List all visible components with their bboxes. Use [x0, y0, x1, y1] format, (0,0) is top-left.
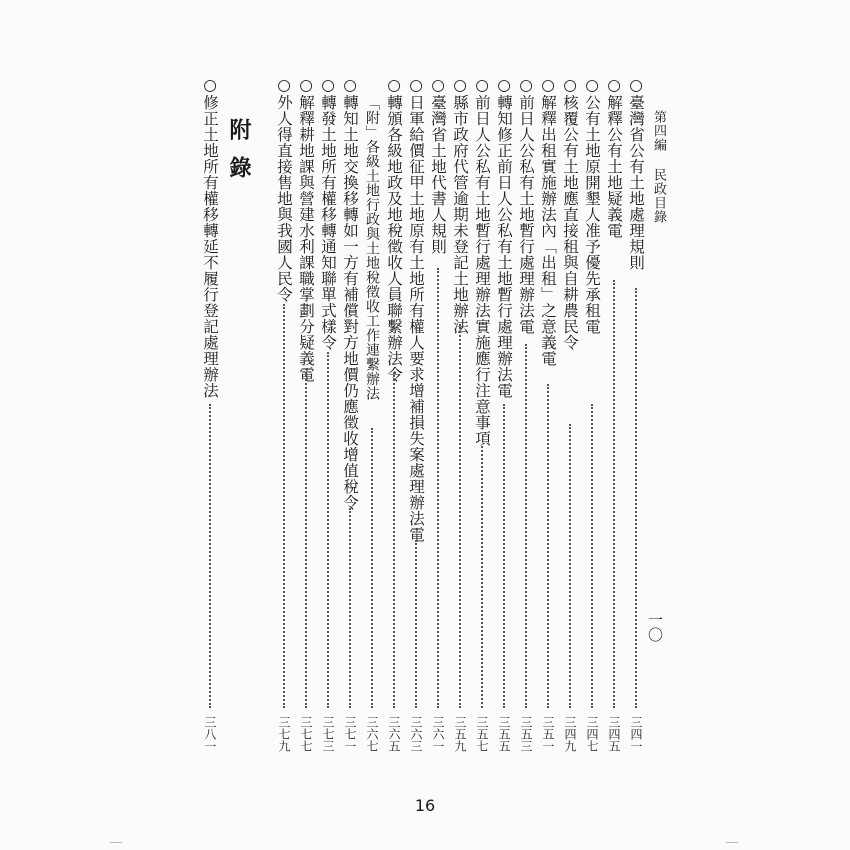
toc-entry-page: 三六五	[387, 716, 401, 752]
toc-entry-title: ○臺灣省土地代書人規則	[429, 76, 447, 255]
toc-entry-page: 三七一	[343, 716, 357, 752]
dot-leader	[327, 352, 331, 708]
section-header: 第四編 民政目錄	[651, 110, 666, 224]
toc-entry-title: ○修正土地所有權移轉延不履行登記處理辦法	[201, 76, 219, 399]
toc-entry-page: 三六三	[409, 716, 423, 752]
dot-leader	[613, 280, 617, 708]
dot-leader	[503, 404, 507, 708]
crop-mark	[726, 842, 738, 843]
folio-number: 一〇	[646, 612, 664, 642]
toc-entry-title: ○解釋耕地課與營建水利課職掌劃分疑義電	[297, 76, 315, 383]
toc-entry-page: 三七七	[299, 716, 313, 752]
dot-leader	[591, 404, 595, 708]
toc-entry-page: 三七三	[321, 716, 335, 752]
dot-leader	[349, 508, 353, 708]
toc-entry-title: ○核覆公有土地應直接租與自耕農民令	[561, 76, 579, 351]
dot-leader	[569, 424, 573, 708]
dot-leader	[209, 404, 213, 708]
toc-entry-title: ○轉知修正前日人公私有土地暫行處理辦法電	[495, 76, 513, 399]
dot-leader	[437, 268, 441, 708]
toc-entry-title: ○縣市政府代管逾期未登記土地辦法	[451, 76, 469, 335]
dot-leader	[481, 446, 485, 708]
toc-entry-title: ○臺灣省公有土地處理規則	[627, 76, 645, 271]
dot-leader	[371, 428, 375, 708]
toc-entry-page: 三八一	[203, 716, 217, 752]
toc-entry-title: ○解釋公有土地疑義電	[605, 76, 623, 239]
toc-entry-page: 三六七	[365, 716, 379, 752]
toc-entry-title: ○解釋出租實施辦法內「出租」之意義電	[539, 76, 557, 367]
toc-entry-page: 三四五	[607, 716, 621, 752]
toc-entry-title: ○轉頒各級地政及地稅徵收人員聯繫辦法令	[385, 76, 403, 383]
dot-leader	[305, 372, 309, 708]
dot-leader	[415, 540, 419, 708]
dot-leader	[393, 372, 397, 708]
dot-leader	[547, 384, 551, 708]
toc-entry-page: 三五九	[453, 716, 467, 752]
toc-entry-page: 三四九	[563, 716, 577, 752]
toc-entry-page: 三五七	[475, 716, 489, 752]
toc-sub-entry-title: 「附」各級土地行政與土地稅徵收工作連繫辦法	[364, 96, 380, 401]
toc-entry-page: 三七九	[277, 716, 291, 752]
toc-entry-title: ○轉發土地所有權移轉通知聯單式樣令	[319, 76, 337, 351]
dot-leader	[525, 344, 529, 708]
crop-mark	[110, 842, 122, 843]
toc-entry-title: ○外人得直接售地與我國人民令	[275, 76, 293, 303]
toc-entry-page: 三五一	[541, 716, 555, 752]
toc-entry-title: ○日軍給價征甲土地原有土地所有權人要求增補損失案處理辦法電	[407, 76, 425, 543]
toc-entry-title: ○前日人公私有土地暫行處理辦法實施應行注意事項	[473, 76, 491, 447]
dot-leader	[459, 324, 463, 708]
page-number: 16	[414, 796, 436, 815]
toc-entry-title: ○公有土地原開墾人准予優先承租電	[583, 76, 601, 335]
toc-entry-page: 三五五	[497, 716, 511, 752]
appendix-heading: 附錄	[226, 118, 252, 194]
dot-leader	[283, 304, 287, 708]
toc-entry-page: 三四七	[585, 716, 599, 752]
toc-entry-page: 三六一	[431, 716, 445, 752]
dot-leader	[635, 288, 639, 708]
toc-entry-page: 三五三	[519, 716, 533, 752]
toc-entry-title: ○前日人公私有土地暫行處理辦法電	[517, 76, 535, 335]
toc-entry-page: 三四一	[629, 716, 643, 752]
toc-entry-title: ○轉知土地交換移轉如一方有補償對方地價仍應徵收增值稅令	[341, 76, 359, 511]
